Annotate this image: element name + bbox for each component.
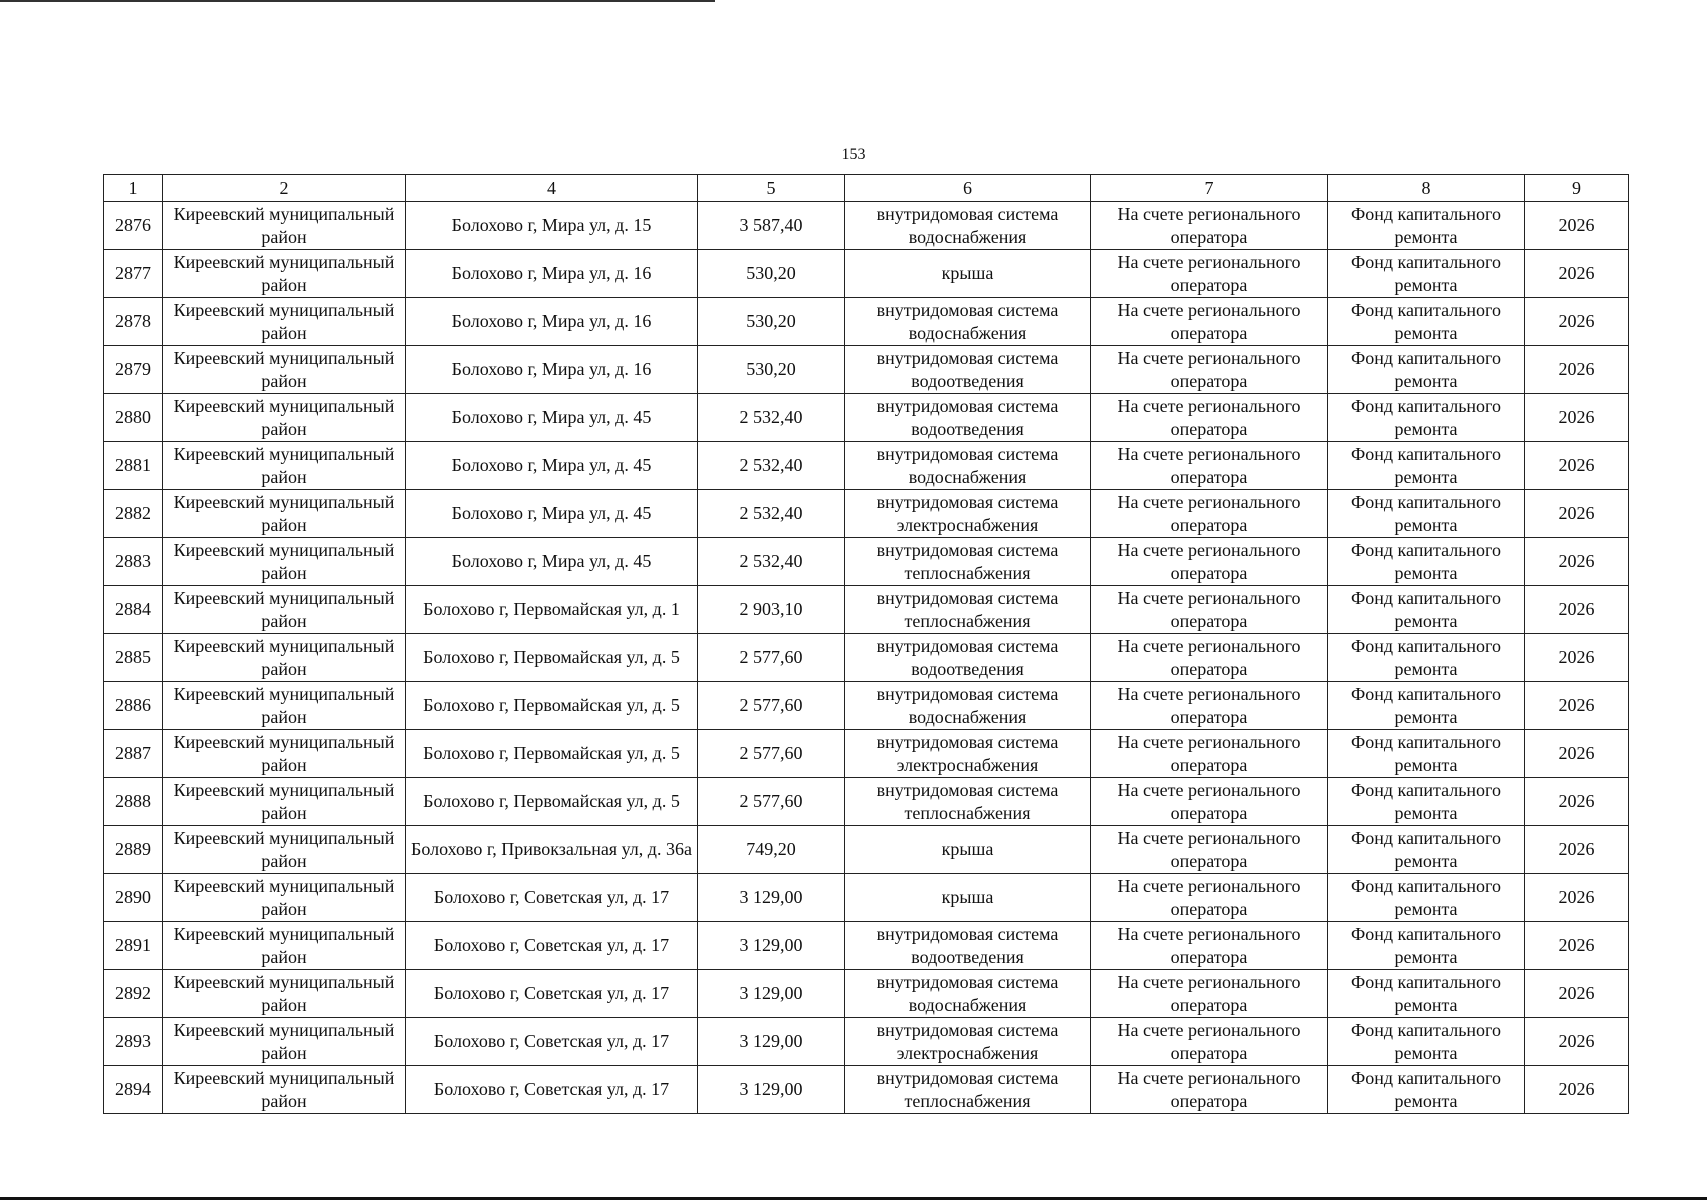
table-row: [104, 730, 1629, 778]
column-header-1: 1: [104, 175, 163, 202]
funding-source-cell: Фонд капитального ремонта: [1328, 1018, 1525, 1066]
address-cell: Болохово г, Мира ул, д. 45: [406, 490, 698, 538]
fund-formation-cell: На счете регионального оператора: [1091, 634, 1328, 682]
row-number-cell: 2892: [104, 970, 163, 1018]
address-cell: Болохово г, Мира ул, д. 15: [406, 202, 698, 250]
year-cell: 2026: [1525, 874, 1629, 922]
address-cell: Болохово г, Советская ул, д. 17: [406, 1066, 698, 1114]
area-cell: 2 577,60: [698, 778, 845, 826]
funding-source-cell: Фонд капитального ремонта: [1328, 1066, 1525, 1114]
fund-formation-cell: На счете регионального оператора: [1091, 394, 1328, 442]
municipality-cell: Киреевский муниципальный район: [163, 442, 406, 490]
fund-formation-cell: На счете регионального оператора: [1091, 490, 1328, 538]
year-cell: 2026: [1525, 346, 1629, 394]
funding-source-cell: Фонд капитального ремонта: [1328, 394, 1525, 442]
address-cell: Болохово г, Первомайская ул, д. 1: [406, 586, 698, 634]
work-type-cell: внутридомовая система электроснабжения: [845, 1018, 1091, 1066]
area-cell: 2 577,60: [698, 682, 845, 730]
funding-source-cell: Фонд капитального ремонта: [1328, 634, 1525, 682]
address-cell: Болохово г, Советская ул, д. 17: [406, 1018, 698, 1066]
work-type-cell: внутридомовая система теплоснабжения: [845, 538, 1091, 586]
row-number-cell: 2878: [104, 298, 163, 346]
table-row: [104, 298, 1629, 346]
column-header-2: 2: [163, 175, 406, 202]
column-header-5: 5: [698, 175, 845, 202]
address-cell: Болохово г, Первомайская ул, д. 5: [406, 634, 698, 682]
municipality-cell: Киреевский муниципальный район: [163, 1066, 406, 1114]
funding-source-cell: Фонд капитального ремонта: [1328, 538, 1525, 586]
work-type-cell: крыша: [845, 874, 1091, 922]
area-cell: 530,20: [698, 298, 845, 346]
area-cell: 3 587,40: [698, 202, 845, 250]
row-number-cell: 2889: [104, 826, 163, 874]
row-number-cell: 2876: [104, 202, 163, 250]
table-row: [104, 634, 1629, 682]
area-cell: 530,20: [698, 346, 845, 394]
year-cell: 2026: [1525, 970, 1629, 1018]
fund-formation-cell: На счете регионального оператора: [1091, 202, 1328, 250]
area-cell: 3 129,00: [698, 1066, 845, 1114]
funding-source-cell: Фонд капитального ремонта: [1328, 826, 1525, 874]
address-cell: Болохово г, Мира ул, д. 45: [406, 442, 698, 490]
work-type-cell: внутридомовая система водоснабжения: [845, 442, 1091, 490]
table-row: [104, 250, 1629, 298]
address-cell: Болохово г, Мира ул, д. 45: [406, 538, 698, 586]
table-row: [104, 442, 1629, 490]
capital-repair-table: [103, 174, 1629, 1114]
municipality-cell: Киреевский муниципальный район: [163, 970, 406, 1018]
work-type-cell: внутридомовая система водоотведения: [845, 394, 1091, 442]
fund-formation-cell: На счете регионального оператора: [1091, 538, 1328, 586]
municipality-cell: Киреевский муниципальный район: [163, 682, 406, 730]
area-cell: 2 577,60: [698, 634, 845, 682]
address-cell: Болохово г, Мира ул, д. 16: [406, 346, 698, 394]
year-cell: 2026: [1525, 826, 1629, 874]
year-cell: 2026: [1525, 250, 1629, 298]
municipality-cell: Киреевский муниципальный район: [163, 298, 406, 346]
address-cell: Болохово г, Привокзальная ул, д. 36а: [406, 826, 698, 874]
table-row: [104, 682, 1629, 730]
municipality-cell: Киреевский муниципальный район: [163, 394, 406, 442]
address-cell: Болохово г, Мира ул, д. 16: [406, 298, 698, 346]
funding-source-cell: Фонд капитального ремонта: [1328, 922, 1525, 970]
municipality-cell: Киреевский муниципальный район: [163, 490, 406, 538]
municipality-cell: Киреевский муниципальный район: [163, 634, 406, 682]
row-number-cell: 2881: [104, 442, 163, 490]
row-number-cell: 2890: [104, 874, 163, 922]
work-type-cell: внутридомовая система теплоснабжения: [845, 1066, 1091, 1114]
table-row: [104, 1066, 1629, 1114]
table-row: [104, 970, 1629, 1018]
table-row: [104, 202, 1629, 250]
column-header-8: 8: [1328, 175, 1525, 202]
work-type-cell: внутридомовая система водоотведения: [845, 346, 1091, 394]
row-number-cell: 2893: [104, 1018, 163, 1066]
year-cell: 2026: [1525, 682, 1629, 730]
table-body: [104, 202, 1629, 1114]
fund-formation-cell: На счете регионального оператора: [1091, 586, 1328, 634]
year-cell: 2026: [1525, 490, 1629, 538]
municipality-cell: Киреевский муниципальный район: [163, 538, 406, 586]
funding-source-cell: Фонд капитального ремонта: [1328, 250, 1525, 298]
address-cell: Болохово г, Мира ул, д. 16: [406, 250, 698, 298]
table-row: [104, 346, 1629, 394]
fund-formation-cell: На счете регионального оператора: [1091, 1018, 1328, 1066]
column-header-6: 6: [845, 175, 1091, 202]
area-cell: 749,20: [698, 826, 845, 874]
top-rule: [0, 0, 715, 2]
row-number-cell: 2888: [104, 778, 163, 826]
address-cell: Болохово г, Советская ул, д. 17: [406, 922, 698, 970]
table-row: [104, 394, 1629, 442]
work-type-cell: внутридомовая система водоснабжения: [845, 298, 1091, 346]
year-cell: 2026: [1525, 538, 1629, 586]
fund-formation-cell: На счете регионального оператора: [1091, 442, 1328, 490]
municipality-cell: Киреевский муниципальный район: [163, 922, 406, 970]
table-row: [104, 1018, 1629, 1066]
address-cell: Болохово г, Первомайская ул, д. 5: [406, 730, 698, 778]
area-cell: 3 129,00: [698, 874, 845, 922]
work-type-cell: внутридомовая система водоснабжения: [845, 202, 1091, 250]
address-cell: Болохово г, Советская ул, д. 17: [406, 970, 698, 1018]
fund-formation-cell: На счете регионального оператора: [1091, 1066, 1328, 1114]
work-type-cell: крыша: [845, 826, 1091, 874]
fund-formation-cell: На счете регионального оператора: [1091, 730, 1328, 778]
work-type-cell: внутридомовая система водоснабжения: [845, 970, 1091, 1018]
area-cell: 2 577,60: [698, 730, 845, 778]
page-number: 153: [841, 146, 866, 163]
row-number-cell: 2882: [104, 490, 163, 538]
funding-source-cell: Фонд капитального ремонта: [1328, 346, 1525, 394]
row-number-cell: 2880: [104, 394, 163, 442]
row-number-cell: 2894: [104, 1066, 163, 1114]
area-cell: 2 903,10: [698, 586, 845, 634]
work-type-cell: внутридомовая система водоотведения: [845, 922, 1091, 970]
municipality-cell: Киреевский муниципальный район: [163, 778, 406, 826]
municipality-cell: Киреевский муниципальный район: [163, 730, 406, 778]
municipality-cell: Киреевский муниципальный район: [163, 1018, 406, 1066]
work-type-cell: внутридомовая система электроснабжения: [845, 730, 1091, 778]
funding-source-cell: Фонд капитального ремонта: [1328, 730, 1525, 778]
funding-source-cell: Фонд капитального ремонта: [1328, 778, 1525, 826]
year-cell: 2026: [1525, 922, 1629, 970]
funding-source-cell: Фонд капитального ремонта: [1328, 586, 1525, 634]
area-cell: 2 532,40: [698, 442, 845, 490]
area-cell: 530,20: [698, 250, 845, 298]
table-row: [104, 922, 1629, 970]
table-row: [104, 778, 1629, 826]
area-cell: 3 129,00: [698, 1018, 845, 1066]
table-row: [104, 826, 1629, 874]
year-cell: 2026: [1525, 1018, 1629, 1066]
fund-formation-cell: На счете регионального оператора: [1091, 970, 1328, 1018]
municipality-cell: Киреевский муниципальный район: [163, 250, 406, 298]
column-header-7: 7: [1091, 175, 1328, 202]
row-number-cell: 2879: [104, 346, 163, 394]
year-cell: 2026: [1525, 442, 1629, 490]
fund-formation-cell: На счете регионального оператора: [1091, 778, 1328, 826]
year-cell: 2026: [1525, 1066, 1629, 1114]
fund-formation-cell: На счете регионального оператора: [1091, 874, 1328, 922]
funding-source-cell: Фонд капитального ремонта: [1328, 490, 1525, 538]
year-cell: 2026: [1525, 202, 1629, 250]
row-number-cell: 2887: [104, 730, 163, 778]
funding-source-cell: Фонд капитального ремонта: [1328, 202, 1525, 250]
year-cell: 2026: [1525, 586, 1629, 634]
area-cell: 2 532,40: [698, 490, 845, 538]
work-type-cell: крыша: [845, 250, 1091, 298]
table-row: [104, 538, 1629, 586]
area-cell: 2 532,40: [698, 538, 845, 586]
work-type-cell: внутридомовая система электроснабжения: [845, 490, 1091, 538]
municipality-cell: Киреевский муниципальный район: [163, 874, 406, 922]
address-cell: Болохово г, Советская ул, д. 17: [406, 874, 698, 922]
fund-formation-cell: На счете регионального оператора: [1091, 346, 1328, 394]
funding-source-cell: Фонд капитального ремонта: [1328, 970, 1525, 1018]
row-number-cell: 2884: [104, 586, 163, 634]
funding-source-cell: Фонд капитального ремонта: [1328, 298, 1525, 346]
municipality-cell: Киреевский муниципальный район: [163, 586, 406, 634]
work-type-cell: внутридомовая система водоотведения: [845, 634, 1091, 682]
area-cell: 2 532,40: [698, 394, 845, 442]
year-cell: 2026: [1525, 634, 1629, 682]
row-number-cell: 2886: [104, 682, 163, 730]
funding-source-cell: Фонд капитального ремонта: [1328, 874, 1525, 922]
municipality-cell: Киреевский муниципальный район: [163, 826, 406, 874]
area-cell: 3 129,00: [698, 970, 845, 1018]
work-type-cell: внутридомовая система теплоснабжения: [845, 586, 1091, 634]
table-row: [104, 586, 1629, 634]
year-cell: 2026: [1525, 394, 1629, 442]
work-type-cell: внутридомовая система водоснабжения: [845, 682, 1091, 730]
municipality-cell: Киреевский муниципальный район: [163, 202, 406, 250]
address-cell: Болохово г, Мира ул, д. 45: [406, 394, 698, 442]
column-header-9: 9: [1525, 175, 1629, 202]
funding-source-cell: Фонд капитального ремонта: [1328, 682, 1525, 730]
year-cell: 2026: [1525, 778, 1629, 826]
municipality-cell: Киреевский муниципальный район: [163, 346, 406, 394]
area-cell: 3 129,00: [698, 922, 845, 970]
row-number-cell: 2891: [104, 922, 163, 970]
year-cell: 2026: [1525, 298, 1629, 346]
fund-formation-cell: На счете регионального оператора: [1091, 250, 1328, 298]
table-row: [104, 874, 1629, 922]
year-cell: 2026: [1525, 730, 1629, 778]
row-number-cell: 2877: [104, 250, 163, 298]
row-number-cell: 2883: [104, 538, 163, 586]
header-row: [104, 175, 1629, 202]
work-type-cell: внутридомовая система теплоснабжения: [845, 778, 1091, 826]
fund-formation-cell: На счете регионального оператора: [1091, 298, 1328, 346]
funding-source-cell: Фонд капитального ремонта: [1328, 442, 1525, 490]
fund-formation-cell: На счете регионального оператора: [1091, 682, 1328, 730]
fund-formation-cell: На счете регионального оператора: [1091, 922, 1328, 970]
row-number-cell: 2885: [104, 634, 163, 682]
address-cell: Болохово г, Первомайская ул, д. 5: [406, 778, 698, 826]
table-row: [104, 490, 1629, 538]
address-cell: Болохово г, Первомайская ул, д. 5: [406, 682, 698, 730]
fund-formation-cell: На счете регионального оператора: [1091, 826, 1328, 874]
column-header-4: 4: [406, 175, 698, 202]
